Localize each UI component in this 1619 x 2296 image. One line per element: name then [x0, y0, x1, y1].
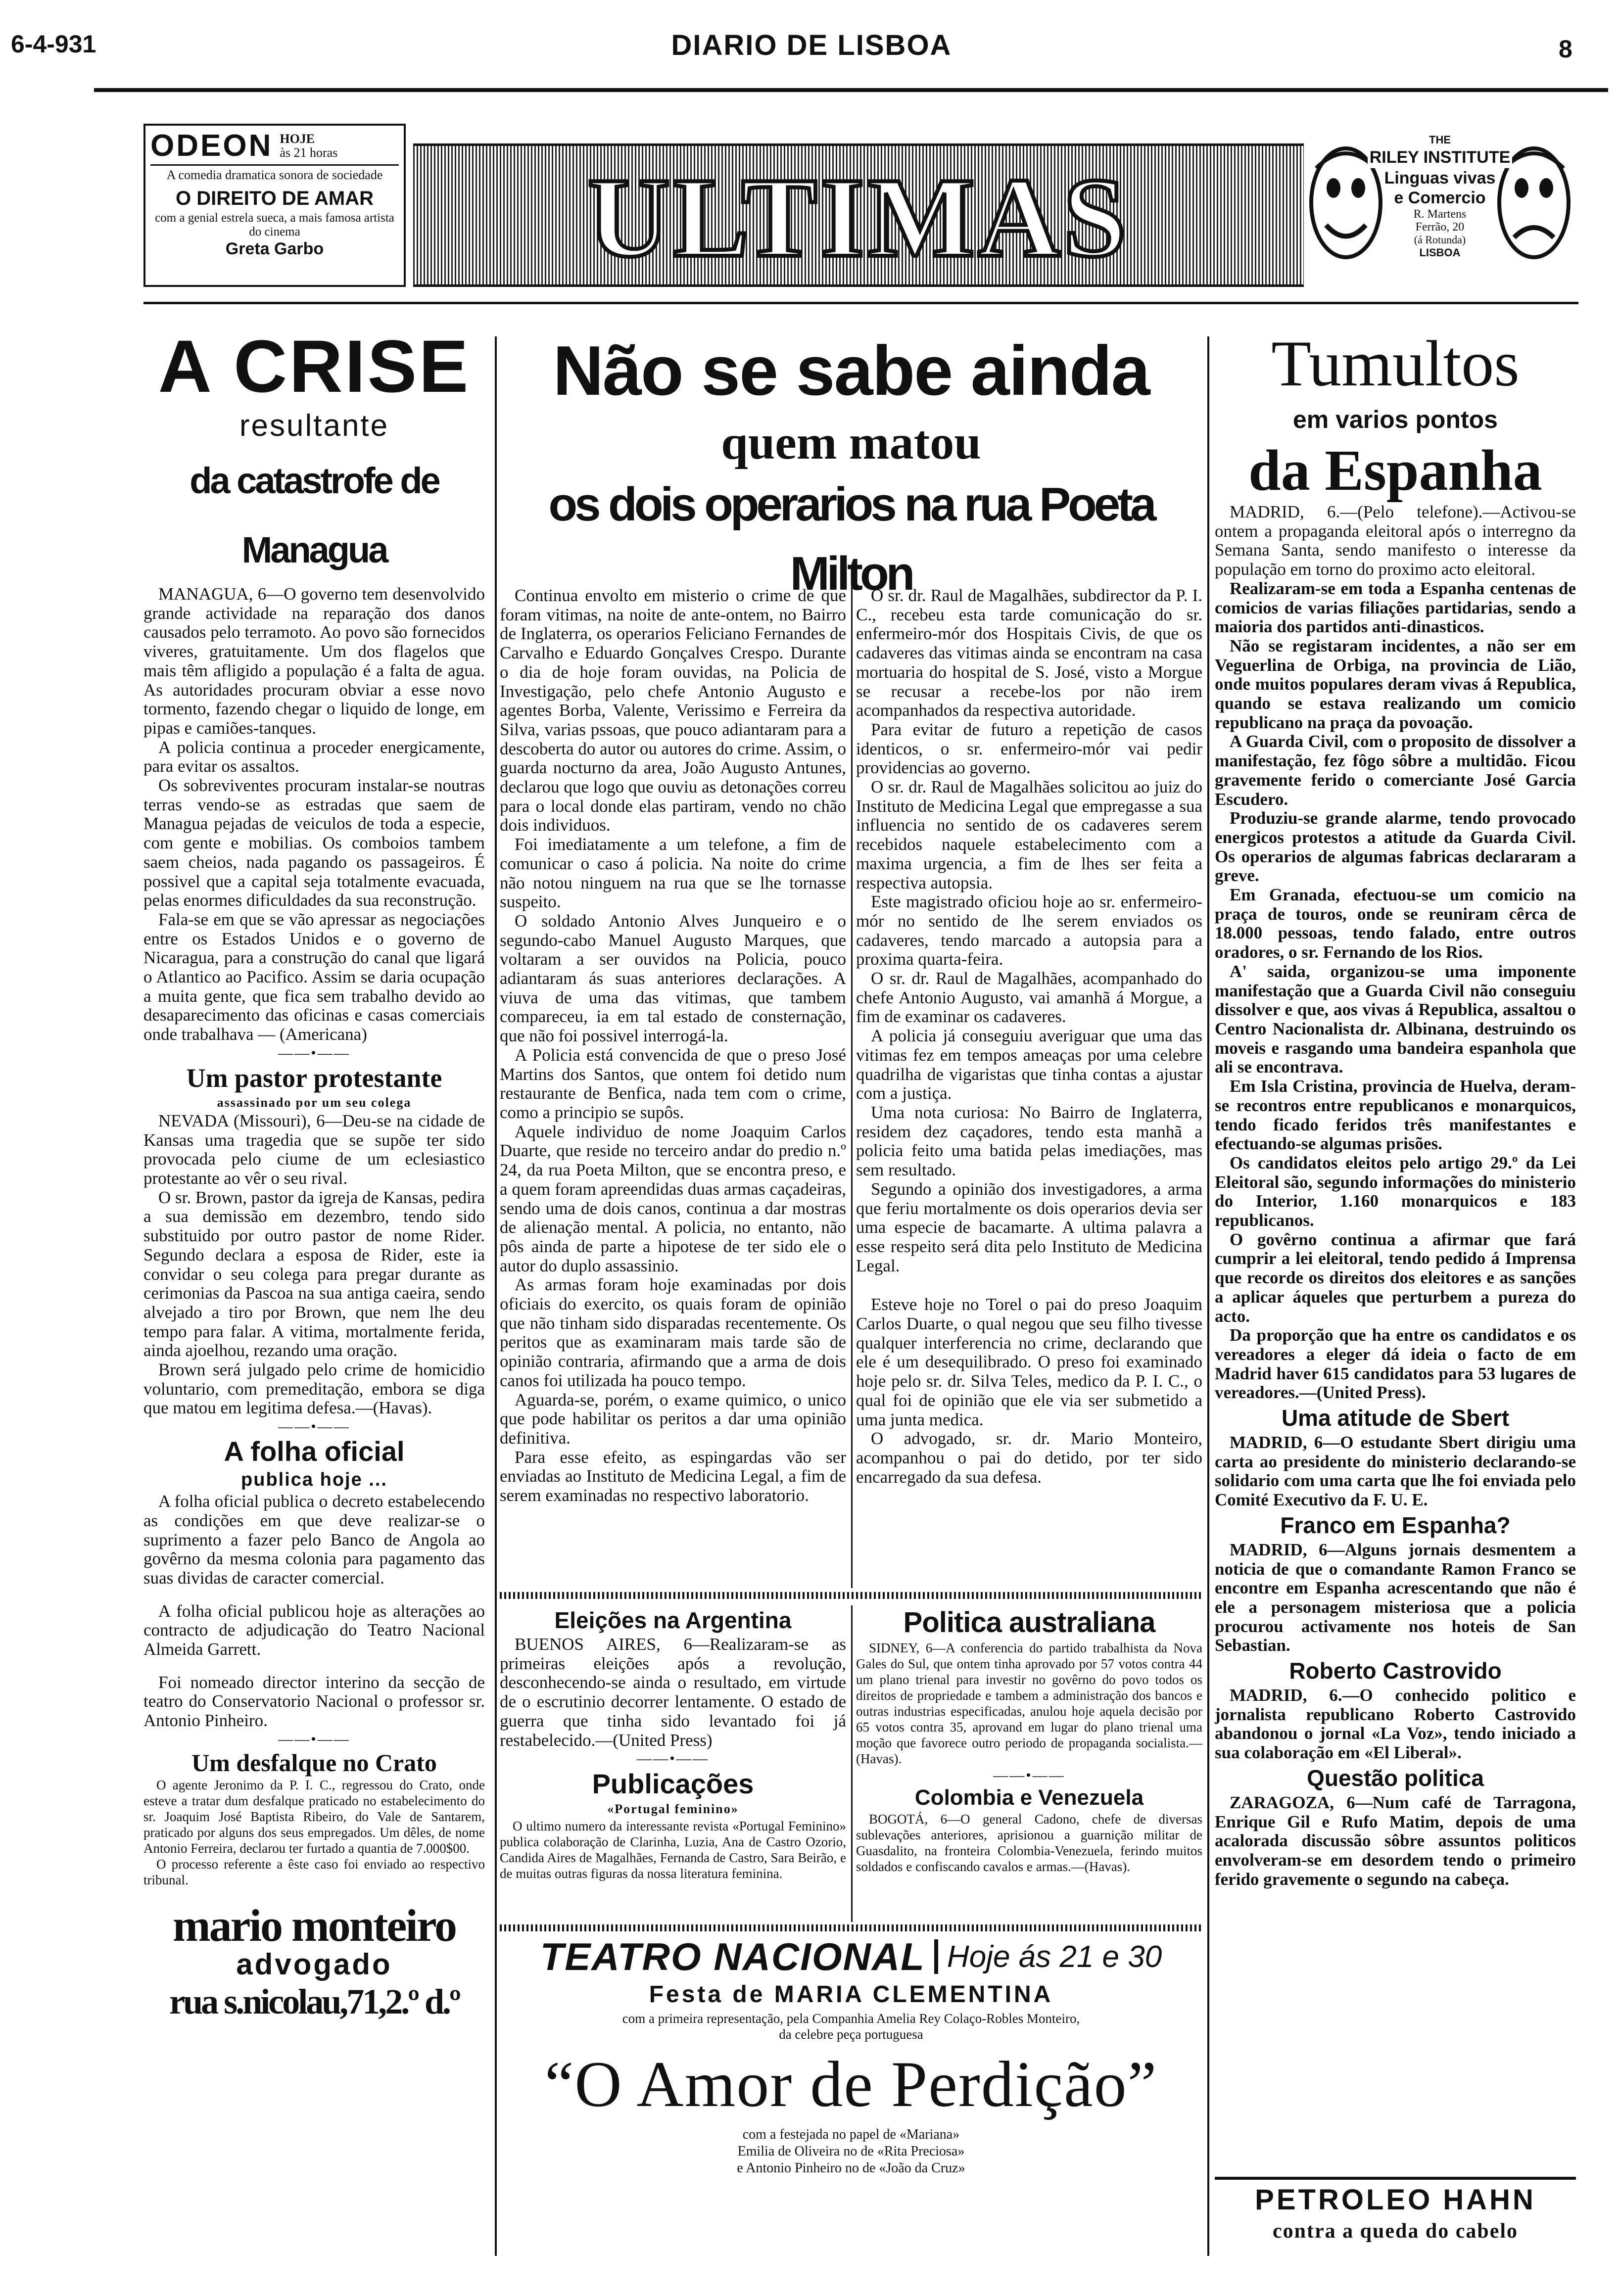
teatro-play-title: “O Amor de Perdição”	[544, 2048, 1158, 2120]
desfalque-headline: Um desfalque no Crato	[191, 1748, 437, 1777]
crime-paragraph: Uma nota curiosa: No Bairro de Inglaterra, residem dez caçadores, tendo esta manhã a policia feito uma batida pelas imediações, mas sem resultado.	[856, 1102, 1202, 1180]
petroleo-top-rule	[1215, 2177, 1576, 2180]
mario-monteiro-ad	[143, 1900, 485, 2022]
petroleo-hahn-ad	[1215, 2183, 1576, 2245]
odeon-blurb: com a genial estrela sueca, a mais famosa artista do cinema	[155, 211, 394, 238]
dotted-rule	[500, 1592, 1202, 1599]
pastor-headline: Um pastor protestante	[186, 1063, 442, 1093]
pastor-paragraph-1: NEVADA (Missouri), 6—Deu-se na cidade de Kansas uma tragedia que se supõe ter sido provocada pelo ciume de um eclesiastico protestante ao vêr o seu rival.	[143, 1111, 485, 1188]
ad-profession: advogado	[236, 1947, 392, 1981]
riley-institute-ad	[1306, 134, 1573, 282]
column-crise	[143, 327, 485, 2022]
argentina-story	[500, 1605, 846, 1881]
teatro-cast-2: Emilia de Oliveira no de «Rita Preciosa»	[737, 2144, 965, 2159]
crime-paragraph: Este magistrado oficiou hoje ao sr. enfermeiro-mór no sentido de lhe serem enviados os cadaveres, tendo marcado a autopsia para a proxima quarta-feira.	[856, 892, 1202, 969]
australia-story	[856, 1605, 1202, 1874]
pastor-subhead: assassinado por um seu colega	[217, 1095, 412, 1110]
sbert-paragraph: MADRID, 6—O estudante Sbert dirigiu uma carta ao presidente do ministerio declarando-se solidario com uma carta que lhe foi enviada pelo Comité Executivo da F. U. E.	[1215, 1433, 1576, 1510]
folha-subhead: publica hoje ...	[241, 1469, 387, 1491]
masthead-date: 6-4-931	[11, 30, 96, 58]
australia-headline: Politica australiana	[903, 1606, 1155, 1639]
crime-paragraph: Esteve hoje no Torel o pai do preso Joaquim Carlos Duarte, o qual negou que seu filho tivesse qualquer interferencia no crime, declarando que ele é um desequilibrado. O preso foi examinado hoje pelo sr. dr. Silva Teles, medico da P. I. C., o qual foi de opinião que ele via ser submetido a uma junta medica.	[856, 1295, 1202, 1429]
publicacoes-paragraph: O ultimo numero da interessante revista «Portugal Feminino» publica colaboração de Clarinha, Luzia, Ana de Castro Ozorio, Candida Aires de Magalhães, Fernanda de Castro, Sara Beirão, e de muitas outras figuras da nossa literatura feminina.	[500, 1819, 846, 1881]
column-rule-2a	[851, 584, 853, 1588]
teatro-festa: Festa de MARIA CLEMENTINA	[649, 1981, 1053, 2008]
teatro-name: TEATRO NACIONAL	[540, 1934, 925, 1978]
espanha-paragraph: O govêrno continua a afirmar que fará cumprir a lei eleitoral, tendo pedido á Imprensa que recorde os direitos dos eleitores e as sanções a aplicar áqueles que perturbem a pureza do acto.	[1215, 1229, 1576, 1326]
riley-city: LISBOA	[1419, 246, 1461, 259]
odeon-film-title: O DIREITO DE AMAR	[175, 187, 374, 209]
crime-headline: Não se sabe ainda	[553, 331, 1149, 410]
questao-paragraph: ZARAGOZA, 6—Num café de Tarragona, Enrique Gil e Rufo Matim, depois de uma acalorada discussão sôbre assuntos politicos envolveram-se em desordem tendo o primeiro ferido gravemente o segundo na cabeça.	[1215, 1792, 1576, 1889]
espanha-paragraph: A Guarda Civil, com o proposito de dissolver a manifestação, fez fôgo sôbre a multidão. Ficou gravemente ferido o comerciante José Garcia Escudero.	[1215, 732, 1576, 809]
espanha-headline: Tumultos	[1271, 327, 1520, 400]
riley-address-1: R. Martens	[1413, 208, 1467, 221]
ultimas-noticias-banner	[413, 143, 1304, 287]
desfalque-paragraph-2: O processo referente a êste caso foi enviado ao respectivo tribunal.	[143, 1856, 485, 1887]
argentina-headline: Eleições na Argentina	[554, 1607, 792, 1633]
column-rule-2b	[851, 1605, 853, 1922]
separator: ——•——	[278, 1731, 350, 1747]
column-espanha	[1215, 327, 1576, 1889]
crime-paragraph: O sr. dr. Raul de Magalhães, acompanhado do chefe Antonio Augusto, vai amanhã á Morgue, a fim de examinar os cadaveres.	[856, 969, 1202, 1027]
petroleo-name: PETROLEO HAHN	[1255, 2184, 1536, 2216]
teatro-when: Hoje ás 21 e 30	[947, 1939, 1162, 1974]
crime-paragraph: Aguarda-se, porém, o exame quimico, o unico que pode habilitar os peritos a dar uma opinião definitiva.	[500, 1390, 846, 1448]
franco-headline: Franco em Espanha?	[1280, 1512, 1511, 1538]
banner-title: ULTIMAS	[587, 154, 1130, 281]
crise-paragraph-3: Os sobreviventes procuram instalar-se noutras terras vendo-se as estradas que saem de Managua pejadas de veiculos de toda a especie, com gente e mobilias. Os comboios tambem saem cheios, nada pagando os passageiros. É possivel que a capital seja totalmente evacuada, pelas enormes dificuldades da sua reconstrução.	[143, 776, 485, 910]
crise-headline: A CRISE	[158, 325, 471, 408]
pastor-paragraph-3: Brown será julgado pelo crime de homicidio voluntario, com premeditação, embora se diga que matou em legitima defesa.—(Havas).	[143, 1360, 485, 1418]
crime-paragraph: O sr. dr. Raul de Magalhães, subdirector da P. I. C., recebeu esta tarde comunicação do sr. enfermeiro-mór dos Hospitais Civis, de que os cadaveres das vitimas ainda se encontram na casa mortuaria do hospital de S. José, visto a Morgue se recusar a recebe-los por não irem acompanhados da respectiva autoridade.	[856, 586, 1202, 720]
crise-subhead-2: da catastrofe de Managua	[190, 460, 439, 570]
crime-paragraph: Continua envolto em misterio o crime de que foram vitimas, na noite de ante-ontem, no Bairro de Inglaterra, os operarios Feliciano Fernandes de Carvalho e Eduardo Gonçalves Crespo. Durante o dia de hoje foram ouvidas, na Policia de Investigação, pelo chefe Antonio Augusto e agentes Borba, Valente, Verissimo e Ferreira da Silva, varias pssoas, que pouco adiantaram para a descoberta do autor ou autores do crime. Assim, o guarda nocturno da area, João Augusto Antunes, declarou que logo que ouviu as detonações correu para o local donde elas partiram, vendo no chão dois individuos.	[500, 586, 846, 835]
publicacoes-subhead: «Portugal feminino»	[607, 1802, 739, 1817]
crise-paragraph-4: Fala-se em que se vão apressar as negociações entre os Estados Unidos e o governo de Nicaragua, para a construção do canal que ligará o Atlantico ao Pacifico. Assim se daria ocupação a muita gente, que fica sem trabalho devido ao desaparecimento das oficinas e casas comerciais onde trabalhava — (Americana)	[143, 909, 485, 1044]
riley-address-2: Ferrão, 20	[1415, 221, 1465, 234]
odeon-name: ODEON	[150, 129, 273, 163]
australia-paragraph: SIDNEY, 6—A conferencia do partido trabalhista da Nova Gales do Sul, que ontem tinha aprovado por 57 votos contra 44 um plano trienal para investir no govêrno do povo todos os direitos de propriedade e tambem a administração dos bancos e outras industrias especificadas, anulou hoje aquela decisão por 65 votos contra 35, aprovand em lugar do plano trienal uma moção que favorece outro periodo de propaganda socialista.—(Havas).	[856, 1640, 1202, 1766]
ad-name: mario monteiro	[172, 1900, 456, 1951]
espanha-paragraph: Os candidatos eleitos pelo artigo 29.º da Lei Eleitoral são, segundo informações do ministerio do Interior, 1.160 monarquicos e 183 republicanos.	[1215, 1153, 1576, 1230]
crime-paragraph: Para evitar de futuro a repetição de casos identicos, o sr. enfermeiro-mór vai pedir providencias ao governo.	[856, 719, 1202, 778]
crime-paragraph: As armas foram hoje examinadas por dois oficiais do exercito, os quais foram de opinião que não tinham sido disparadas recentemente. Os peritos que as examinaram mais tarde são de opinião contraria, afirmando que a arma de dois canos foi utilizada ha pouco tempo.	[500, 1275, 846, 1390]
colombia-headline: Colombia e Venezuela	[914, 1785, 1144, 1810]
masthead-page-number: 8	[1559, 35, 1572, 63]
column-rule-2	[1207, 336, 1209, 2256]
crime-column-left	[500, 586, 846, 1505]
franco-paragraph: MADRID, 6—Alguns jornais desmentem a noticia de que o comandante Ramon Franco se encontre em Espanha acrescentando que não é ele a personagem misteriosa que a policia procurou activamente nos hoteis de San Sebastian.	[1215, 1540, 1576, 1655]
crise-paragraph-1: MANAGUA, 6—O governo tem desenvolvido grande actividade na reparação dos danos causados pelo terramoto. Ao povo são fornecidos viveres, gratuitamente. Um dos flagelos que mais têm afligido a população é a falta de agua. As autoridades procuram obviar a esse novo tormento, fazendo chegar o liquido de longe, em pipas e camiões-tanques.	[143, 584, 485, 738]
crime-paragraph: O sr. dr. Raul de Magalhães solicitou ao juiz do Instituto de Medicina Legal que empregasse a sua influencia no sentido de os cadaveres serem recebidos naquele estabelecimento com a maxima urgencia, a fim de lhes ser feita a respectiva autopsia.	[856, 777, 1202, 892]
folha-paragraph-2: A folha oficial publicou hoje as alterações ao contracto de adjudicação do Teatro Nacional Almeida Garrett.	[143, 1601, 485, 1659]
crime-paragraph: Aquele individuo de nome Joaquim Carlos Duarte, que reside no terceiro andar do predio n.º 24, da rua Poeta Milton, que se encontra preso, e a quem foram apreendidas duas armas caçadeiras, sendo uma de dois canos, continua a dar mostras de alienação mental. A policia, no entanto, não pôs ainda de parte a hipotese de ter sido ele o autor do duplo assassinio.	[500, 1122, 846, 1275]
espanha-paragraph: Em Isla Cristina, provincia de Huelva, deram-se recontros entre republicanos e monarquicos, tendo ficado feridos três manifestantes e efectuando-se algumas prisões.	[1215, 1077, 1576, 1154]
publicacoes-headline: Publicações	[592, 1768, 754, 1800]
teatro-nacional-ad	[500, 1934, 1202, 2256]
folha-paragraph-1: A folha oficial publica o decreto estabelecendo as condições em que deve realizar-se o suprimento a fazer pelo Banco de Angola ao govêrno da mesma colonia para pagamento das suas dividas de caracter comercial.	[143, 1492, 485, 1588]
odeon-when: HOJE	[280, 132, 315, 146]
espanha-paragraph: Da proporção que ha entre os candidatos e os vereadores a eleger dá ideia o facto de em Madrid haver 615 candidatos para 53 lugares de vereadores.—(United Press).	[1215, 1325, 1576, 1403]
column-rule-1	[495, 336, 497, 2256]
espanha-paragraph: MADRID, 6.—(Pelo telefone).—Activou-se ontem a propaganda eleitoral após o interregno da Semana Santa, sendo manifesto o interesse da população em torno do proximo acto eleitoral.	[1215, 502, 1576, 579]
crime-paragraph: A policia já conseguiu averiguar que uma das vitimas fez em tempos ameaças por uma celebre quadrilha de vigaristas que tinha contas a ajustar com a justiça.	[856, 1026, 1202, 1103]
separator: ——•——	[993, 1767, 1065, 1783]
separator: ——•——	[278, 1418, 350, 1435]
crime-paragraph: A Policia está convencida de que o preso José Martins dos Santos, que ontem foi detido num restaurante de Benfica, nada tem com o crime, como a principio se supôs.	[500, 1045, 846, 1122]
espanha-paragraph: Produziu-se grande alarme, tendo provocado energicos protestos a atitude da Guarda Civil. Os operarios de algumas fabricas declararam a greve.	[1215, 808, 1576, 886]
riley-line-2: e Comercio	[1392, 188, 1487, 208]
column-crime	[500, 327, 1202, 609]
crime-column-right	[856, 586, 1202, 1487]
crime-subhead-2: os dois operarios na rua Poeta Milton	[548, 478, 1154, 600]
dotted-rule	[500, 1924, 1202, 1931]
top-section-rule	[143, 302, 1578, 304]
folha-headline: A folha oficial	[224, 1436, 405, 1467]
castrovido-paragraph: MADRID, 6.—O conhecido politico e jornalista republicano Roberto Castrovido abandonou o jornal «La Voz», tendo iniciado a sua colaboração em «El Liberal».	[1215, 1686, 1576, 1763]
espanha-paragraph: Não se registaram incidentes, a não ser em Veguerlina de Orbiga, na provincia de Lião, onde muitos populares deram vivas á Republica, quando se estava realizando um comicio republicano na praça da povoação.	[1215, 636, 1576, 732]
espanha-subhead-1: em varios pontos	[1293, 406, 1498, 433]
crise-subhead-1: resultante	[239, 409, 389, 443]
odeon-description: A comedia dramatica sonora de sociedade	[166, 168, 383, 182]
teatro-line-1: com a primeira representação, pela Companhia Amelia Rey Colaço-Robles Monteiro,	[622, 2011, 1080, 2026]
riley-line-1: Linguas vivas	[1382, 168, 1498, 188]
crime-paragraph: O soldado Antonio Alves Junqueiro e o segundo-cabo Manuel Augusto Marques, que voltaram a ser ouvidos na Policia, pouco adiantaram ás suas anteriores declarações. A viuva de uma das vitimas, que tambem compareceu, ia em tal estado de consternação, que não foi possivel interrogá-la.	[500, 911, 846, 1046]
teatro-cast-3: e Antonio Pinheiro no de «João da Cruz»	[737, 2160, 965, 2176]
crise-paragraph-2: A policia continua a proceder energicamente, para evitar os assaltos.	[143, 737, 485, 776]
questao-headline: Questão politica	[1307, 1765, 1484, 1791]
teatro-line-2: da celebre peça portuguesa	[779, 2027, 923, 2042]
odeon-star: Greta Garbo	[225, 239, 324, 258]
crime-subhead-1: quem matou	[721, 416, 981, 469]
pastor-paragraph-2: O sr. Brown, pastor da igreja de Kansas, pedira a sua demissão em dezembro, tendo sido substituido por outro pastor de nome Rider. Segundo declara a esposa de Rider, este ia convidar o seu colega para pregar durante as cerimonias da Pascoa na sua antiga caeira, sendo alvejado a tiro por Brown, que nem lhe deu tempo para falar. A vitima, mortalmente ferida, ainda ajoelhou, rezando uma oração.	[143, 1187, 485, 1360]
separator: ——•——	[278, 1044, 350, 1061]
masthead-rule	[94, 88, 1608, 92]
espanha-subhead-2: da Espanha	[1248, 438, 1542, 503]
desfalque-paragraph: O agente Jeronimo da P. I. C., regressou do Crato, onde esteve a tratar dum desfalque praticado no estabelecimento do sr. Joaquim José Baptista Ribeiro, do Vale de Santarem, praticado por alguns dos seus empregados. Um dêles, de nome Antonio Ferreira, declarou ter furtado a quantia de 7.000$00.	[143, 1777, 485, 1856]
argentina-paragraph: BUENOS AIRES, 6—Realizaram-se as primeiras eleições após a revolução, desconhecendo-se ainda o resultado, em virtude de o escrutinio decorrer lentamente. O estado de guerra que tinha sido levantado foi já restabelecido.—(United Press)	[500, 1635, 846, 1750]
riley-name: RILEY INSTITUTE	[1368, 146, 1513, 168]
odeon-ad	[143, 124, 406, 287]
riley-address-3: (á Rotunda)	[1414, 234, 1466, 246]
odeon-time: às 21 horas	[280, 145, 338, 160]
petroleo-tagline: contra a queda do cabelo	[1272, 2220, 1518, 2243]
masthead-title: DIARIO DE LISBOA	[671, 29, 952, 61]
riley-the: THE	[1429, 134, 1451, 146]
castrovido-headline: Roberto Castrovido	[1289, 1658, 1502, 1684]
folha-paragraph-3: Foi nomeado director interino da secção de teatro do Conservatorio Nacional o professor sr. Antonio Pinheiro.	[143, 1672, 485, 1731]
espanha-paragraph: A' saida, organizou-se uma imponente manifestação que a Guarda Civil não conseguiu dissolver e que, aos vivas á Republica, assaltou o Centro Nacionalista dr. Albinana, destruindo os moveis e rasgando uma bandeira espanhola que ali se encontrava.	[1215, 961, 1576, 1077]
crime-paragraph: Foi imediatamente a um telefone, a fim de comunicar o caso á policia. Na noite do crime não notou ninguem na rua que se lhe tornasse suspeito.	[500, 835, 846, 912]
espanha-paragraph: Realizaram-se em toda a Espanha centenas de comicios de varias filiações partidarias, sendo a maioria dos partidos anti-dinasticos.	[1215, 578, 1576, 637]
crime-paragraph: O advogado, sr. dr. Mario Monteiro, acompanhou o pai do detido, por ter sido encarregado da sua defesa.	[856, 1429, 1202, 1487]
crime-paragraph: Para esse efeito, as espingardas vão ser enviadas ao Instituto de Medicina Legal, a fim de serem examinadas no respectivo laboratorio.	[500, 1447, 846, 1505]
crime-paragraph: Segundo a opinião dos investigadores, a arma que feriu mortalmente os dois operarios devia ser uma especie de bacamarte. A ultima palavra a esse respeito será dita pelo Instituto de Medicina Legal.	[856, 1179, 1202, 1275]
ad-address: rua s.nicolau,71,2.º d.º	[169, 1981, 459, 2021]
colombia-paragraph: BOGOTÁ, 6—O general Cadono, chefe de diversas sublevações anteriores, aprisionou a guarnição militar de Guasdalito, na fronteira Colombia-Venezuela, ferindo muitos soldados e confiscando cavalos e armas.—(Havas).	[856, 1812, 1202, 1874]
espanha-paragraph: Em Granada, efectuou-se um comicio na praça de touros, onde se reuniram cêrca de 18.000 pessoas, tendo falado, entre outros oradores, o sr. Fernando de los Rios.	[1215, 885, 1576, 962]
separator: ——•——	[637, 1750, 709, 1767]
teatro-cast-1: com a festejada no papel de «Mariana»	[742, 2127, 960, 2142]
sbert-headline: Uma atitude de Sbert	[1281, 1405, 1510, 1431]
